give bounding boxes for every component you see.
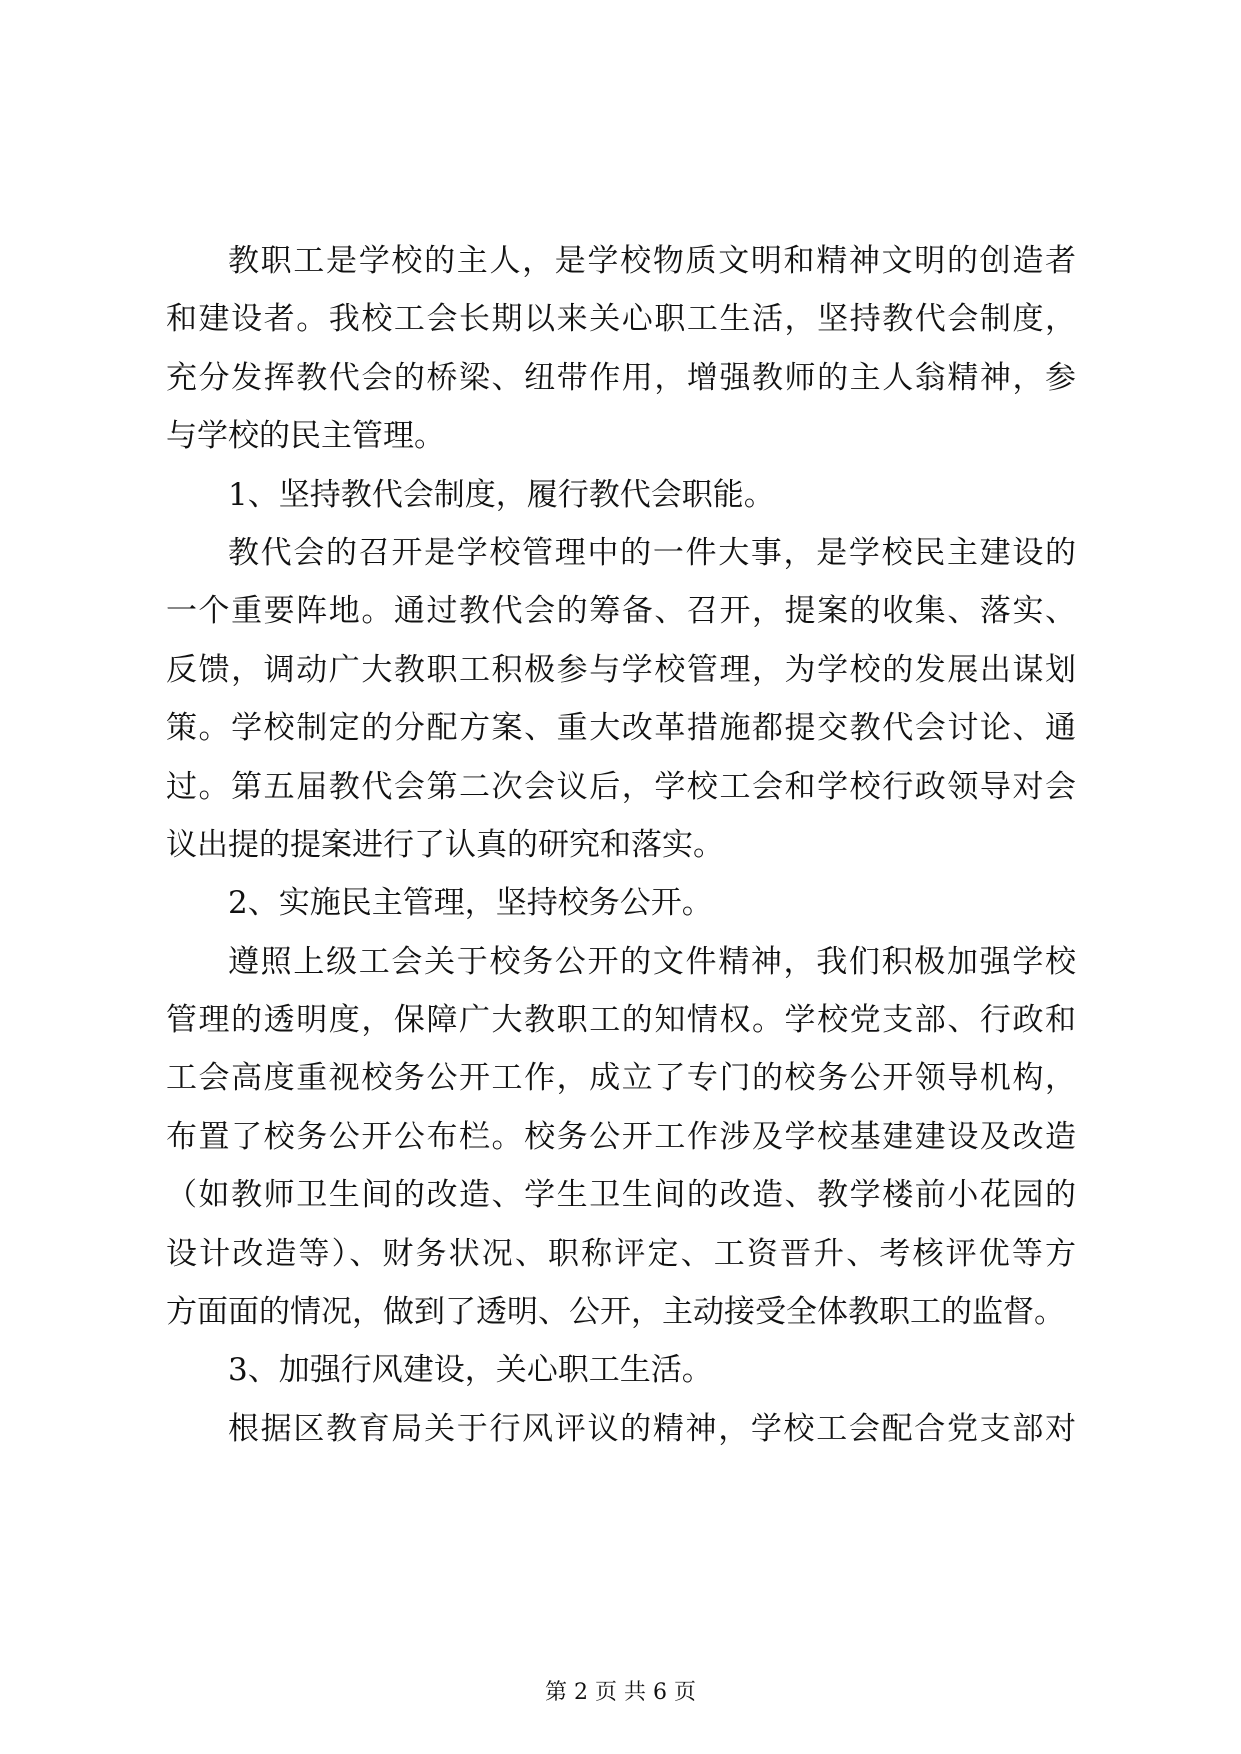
text-line: 布置了校务公开公布栏。校务公开工作涉及学校基建建设及改造: [166, 1118, 1076, 1155]
document-body: [166, 232, 1076, 1458]
text-line: 工会高度重视校务公开工作，成立了专门的校务公开领导机构，: [166, 1060, 1076, 1097]
text-line: 充分发挥教代会的桥梁、纽带作用，增强教师的主人翁精神，参: [166, 359, 1076, 396]
text-line: 方面面的情况，做到了透明、公开，主动接受全体教职工的监督。: [166, 1294, 1065, 1331]
text-line: 策。学校制定的分配方案、重大改革措施都提交教代会讨论、通: [166, 710, 1076, 747]
text-line: 过。第五届教代会第二次会议后，学校工会和学校行政领导对会: [166, 768, 1076, 805]
text-line: 和建设者。我校工会长期以来关心职工生活，坚持教代会制度，: [166, 301, 1076, 338]
text-line: 教代会的召开是学校管理中的一件大事，是学校民主建设的: [228, 534, 1076, 571]
text-line: 教职工是学校的主人，是学校物质文明和精神文明的创造者: [228, 243, 1076, 279]
text-line: 与学校的民主管理。: [166, 418, 445, 455]
text-line: 遵照上级工会关于校务公开的文件精神，我们积极加强学校: [228, 943, 1076, 980]
page-number-footer: 第 2 页 共 6 页: [545, 1680, 696, 1705]
text-line: 议出提的提案进行了认真的研究和落实。: [166, 826, 724, 863]
section-heading: 3、加强行风建设，关心职工生活。: [228, 1352, 713, 1389]
text-line: 根据区教育局关于行风评议的精神，学校工会配合党支部对: [228, 1410, 1076, 1447]
text-line: 一个重要阵地。通过教代会的筹备、召开，提案的收集、落实、: [166, 593, 1076, 630]
text-line: 反馈，调动广大教职工积极参与学校管理，为学校的发展出谋划: [166, 651, 1076, 688]
section-heading: 2、实施民主管理，坚持校务公开。: [228, 885, 713, 922]
text-line: 管理的透明度，保障广大教职工的知情权。学校党支部、行政和: [166, 1002, 1076, 1039]
text-line: （如教师卫生间的改造、学生卫生间的改造、教学楼前小花园的: [166, 1177, 1076, 1214]
text-line: 设计改造等）、财务状况、职称评定、工资晋升、考核评优等方: [166, 1235, 1076, 1272]
section-heading: 1、坚持教代会制度，履行教代会职能。: [228, 476, 775, 513]
